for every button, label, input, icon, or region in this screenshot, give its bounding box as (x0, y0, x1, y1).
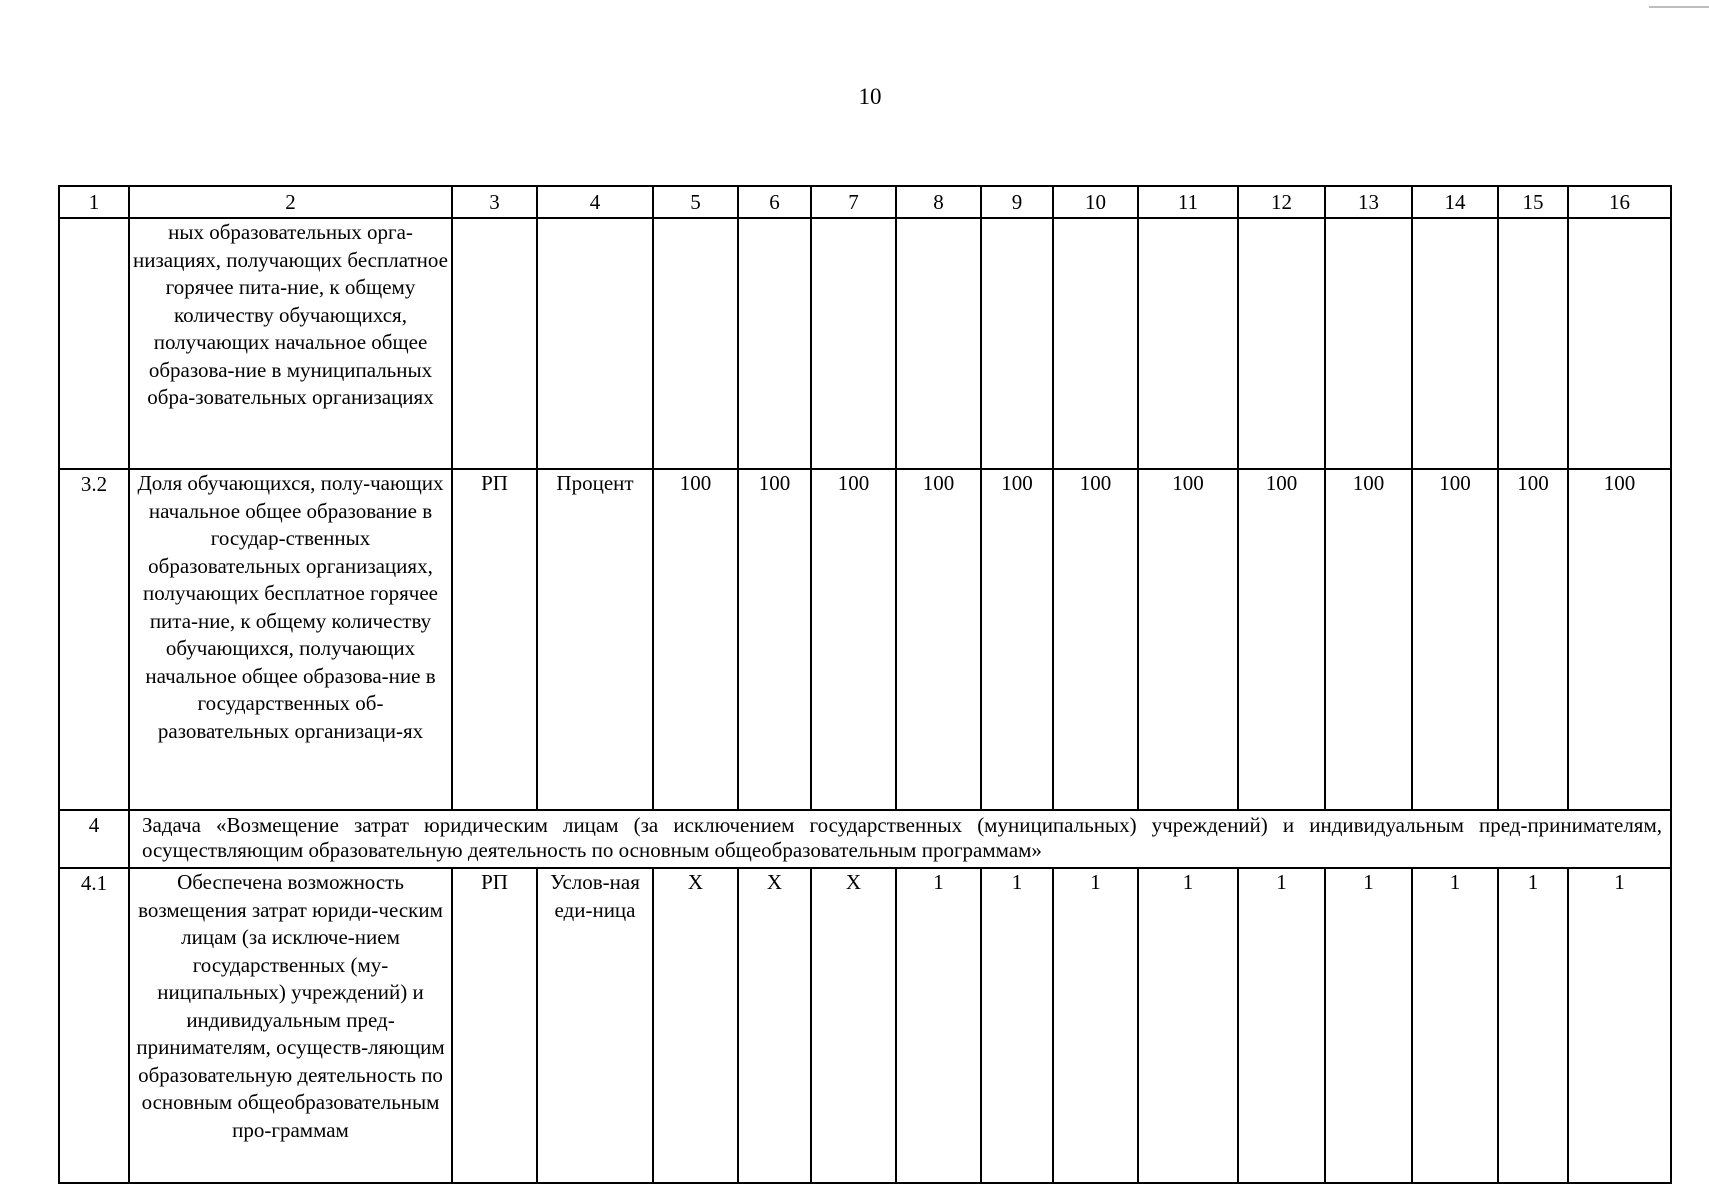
indicator-description: Доля обучающихся, полу-чающих начальное общее образование в государ-ственных образовательных организациях, получающих бесплатное горячее пита-ние, к общему количеству обучающихся, получающих начальное общее образова-ние в государственных об-разовательных организаци-ях (129, 469, 452, 810)
table-row-task-4 (59, 810, 1671, 868)
column-header: 9 (981, 186, 1053, 218)
column-header: 16 (1568, 186, 1671, 218)
unit-cell: Услов-ная еди-ница (537, 868, 653, 1183)
table-row-3-2 (59, 469, 1671, 810)
column-header: 12 (1238, 186, 1325, 218)
value-cell: 100 (1138, 469, 1238, 810)
column-header: 14 (1412, 186, 1498, 218)
value-cell: 100 (981, 469, 1053, 810)
column-header: 13 (1325, 186, 1412, 218)
column-header: 1 (59, 186, 129, 218)
column-header: 11 (1138, 186, 1238, 218)
value-cell: 100 (1325, 469, 1412, 810)
column-header: 6 (738, 186, 811, 218)
column-header: 3 (452, 186, 537, 218)
value-cell (981, 218, 1053, 469)
value-cell: Х (653, 868, 738, 1183)
value-cell (1498, 218, 1568, 469)
value-cell: Х (738, 868, 811, 1183)
row-number: 3.2 (59, 469, 129, 810)
value-cell: 1 (896, 868, 981, 1183)
column-header: 7 (811, 186, 896, 218)
value-cell: 1 (981, 868, 1053, 1183)
source-cell: РП (452, 868, 537, 1183)
table-row-4-1 (59, 868, 1671, 1183)
value-cell (811, 218, 896, 469)
value-cell (896, 218, 981, 469)
row-number: 4.1 (59, 868, 129, 1183)
value-cell (1568, 218, 1671, 469)
row-number: 4 (59, 810, 129, 868)
column-number-header-row (59, 186, 1671, 218)
value-cell: Х (811, 868, 896, 1183)
table-row-continuation (59, 218, 1671, 469)
value-cell: 100 (1568, 469, 1671, 810)
value-cell: 1 (1412, 868, 1498, 1183)
value-cell (1238, 218, 1325, 469)
value-cell: 100 (1412, 469, 1498, 810)
column-header: 15 (1498, 186, 1568, 218)
indicators-table (58, 185, 1672, 1184)
column-header: 4 (537, 186, 653, 218)
source-cell (452, 218, 537, 469)
indicator-description: ных образовательных орга-низациях, получающих бесплатное горячее пита-ние, к общему количеству обучающихся, получающих начальное общее образова-ние в муниципальных обра-зовательных организациях (129, 218, 452, 469)
value-cell: 100 (738, 469, 811, 810)
value-cell: 1 (1238, 868, 1325, 1183)
value-cell: 1 (1138, 868, 1238, 1183)
value-cell (653, 218, 738, 469)
page-number: 10 (858, 84, 882, 109)
task-description: Задача «Возмещение затрат юридическим лицам (за исключением государственных (муниципальных) учреждений) и индивидуальным пред-принимателям, осуществляющим образовательную деятельность по основным общеобразовательным программам» (129, 810, 1671, 868)
value-cell: 100 (1498, 469, 1568, 810)
column-header: 8 (896, 186, 981, 218)
source-cell: РП (452, 469, 537, 810)
column-header: 10 (1053, 186, 1138, 218)
value-cell: 1 (1325, 868, 1412, 1183)
value-cell: 100 (811, 469, 896, 810)
value-cell: 100 (653, 469, 738, 810)
indicator-description: Обеспечена возможность возмещения затрат юриди-ческим лицам (за исключе-нием государственных (му-ниципальных) учреждений) и индивидуальным пред-принимателям, осуществ-ляющим образовательную деятельность по основным общеобразовательным про-граммам (129, 868, 452, 1183)
value-cell: 100 (896, 469, 981, 810)
value-cell: 1 (1568, 868, 1671, 1183)
value-cell: 1 (1498, 868, 1568, 1183)
value-cell: 100 (1053, 469, 1138, 810)
scan-edge-mark (1649, 6, 1709, 8)
row-number (59, 218, 129, 469)
value-cell: 1 (1053, 868, 1138, 1183)
column-header: 2 (129, 186, 452, 218)
value-cell (1325, 218, 1412, 469)
value-cell (1412, 218, 1498, 469)
unit-cell: Процент (537, 469, 653, 810)
value-cell (1138, 218, 1238, 469)
value-cell (1053, 218, 1138, 469)
unit-cell (537, 218, 653, 469)
value-cell: 100 (1238, 469, 1325, 810)
column-header: 5 (653, 186, 738, 218)
value-cell (738, 218, 811, 469)
